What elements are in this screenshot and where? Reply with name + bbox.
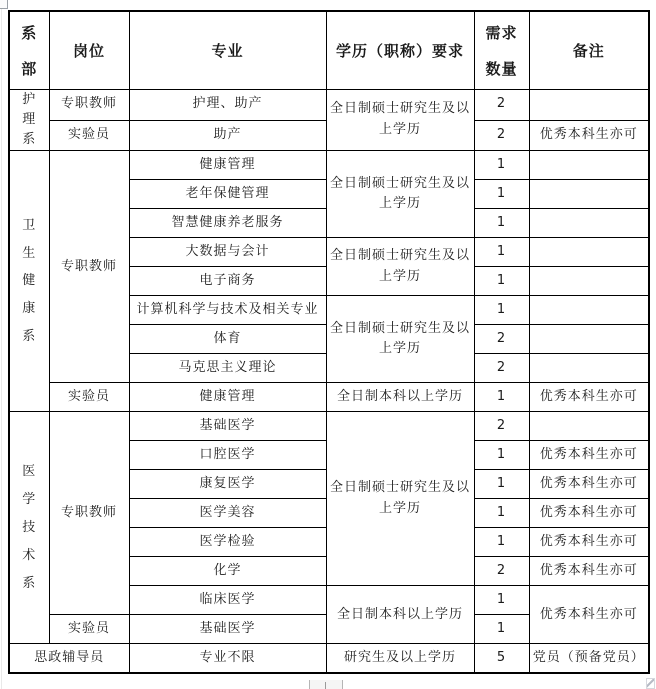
table-continuation-artifact xyxy=(309,680,343,689)
cell-count: 1 xyxy=(474,586,529,615)
cell-count: 2 xyxy=(474,90,529,121)
cell-count: 2 xyxy=(474,354,529,383)
cell-major: 口腔医学 xyxy=(129,441,326,470)
cell-dept: 护理系 xyxy=(9,90,49,151)
cell-note xyxy=(529,209,649,238)
cell-count: 1 xyxy=(474,151,529,180)
cell-count: 1 xyxy=(474,267,529,296)
document-left-edge xyxy=(1,0,2,689)
cell-post: 实验员 xyxy=(49,120,129,151)
cell-count: 2 xyxy=(474,412,529,441)
cell-note: 党员（预备党员） xyxy=(529,644,649,674)
cell-note xyxy=(529,267,649,296)
recruitment-table xyxy=(8,10,650,674)
cell-count: 1 xyxy=(474,209,529,238)
cell-major: 临床医学 xyxy=(129,586,326,615)
cell-note: 优秀本科生亦可 xyxy=(529,557,649,586)
cell-edu: 全日制本科以上学历 xyxy=(326,586,474,644)
cell-note xyxy=(529,90,649,121)
cell-note xyxy=(529,412,649,441)
table-row xyxy=(9,90,649,121)
cell-dept: 医学技术系 xyxy=(9,412,49,644)
cell-edu: 全日制硕士研究生及以上学历 xyxy=(326,412,474,586)
cell-major: 医学美容 xyxy=(129,499,326,528)
table-row xyxy=(9,383,649,412)
header-major xyxy=(129,11,326,90)
cell-post: 实验员 xyxy=(49,615,129,644)
header-note xyxy=(529,11,649,90)
cell-major: 康复医学 xyxy=(129,470,326,499)
cell-edu: 全日制硕士研究生及以上学历 xyxy=(326,238,474,296)
cell-count: 1 xyxy=(474,238,529,267)
cell-note: 优秀本科生亦可 xyxy=(529,383,649,412)
header-edu xyxy=(326,11,474,90)
header-row xyxy=(9,11,649,90)
cell-major: 健康管理 xyxy=(129,151,326,180)
cell-count: 1 xyxy=(474,499,529,528)
cell-note xyxy=(529,151,649,180)
fragment-tick xyxy=(309,680,310,689)
cell-count: 1 xyxy=(474,528,529,557)
cell-dept: 卫生健康系 xyxy=(9,151,49,412)
cell-major: 健康管理 xyxy=(129,383,326,412)
cell-note xyxy=(529,238,649,267)
header-note-label: 备注 xyxy=(572,41,605,60)
header-count xyxy=(474,11,529,90)
cell-major: 老年保健管理 xyxy=(129,180,326,209)
cell-note: 优秀本科生亦可 xyxy=(529,120,649,151)
cell-post: 实验员 xyxy=(49,383,129,412)
cell-count: 1 xyxy=(474,615,529,644)
cell-note xyxy=(529,296,649,325)
cell-edu: 全日制本科以上学历 xyxy=(326,383,474,412)
cell-note xyxy=(529,354,649,383)
cell-count: 1 xyxy=(474,383,529,412)
table-resize-handle-icon[interactable] xyxy=(646,678,655,689)
cell-dept-post: 思政辅导员 xyxy=(9,644,129,674)
cell-major: 计算机科学与技术及相关专业 xyxy=(129,296,326,325)
fragment-tick xyxy=(325,682,326,689)
cell-note: 优秀本科生亦可 xyxy=(529,470,649,499)
cell-major: 基础医学 xyxy=(129,615,326,644)
cell-count: 1 xyxy=(474,296,529,325)
cell-major: 马克思主义理论 xyxy=(129,354,326,383)
cell-post: 专职教师 xyxy=(49,151,129,383)
table-row xyxy=(9,412,649,441)
cell-edu: 全日制硕士研究生及以上学历 xyxy=(326,90,474,151)
header-major-label: 专业 xyxy=(211,41,244,60)
cell-major: 专业不限 xyxy=(129,644,326,674)
table-row xyxy=(9,151,649,180)
table-move-handle-icon[interactable] xyxy=(0,0,8,9)
header-edu-label: 学历（职称）要求 xyxy=(335,41,464,60)
cell-major: 电子商务 xyxy=(129,267,326,296)
cell-note xyxy=(529,325,649,354)
cell-count: 2 xyxy=(474,120,529,151)
cell-note: 优秀本科生亦可 xyxy=(529,499,649,528)
cell-major: 基础医学 xyxy=(129,412,326,441)
header-post-label: 岗位 xyxy=(72,41,105,60)
cell-note: 优秀本科生亦可 xyxy=(529,528,649,557)
header-count-label: 需求数量 xyxy=(485,23,518,78)
cell-count: 2 xyxy=(474,325,529,354)
cell-major: 化学 xyxy=(129,557,326,586)
cell-note xyxy=(529,180,649,209)
header-dept-label: 系部 xyxy=(21,23,38,78)
cell-major: 体育 xyxy=(129,325,326,354)
fragment-tick xyxy=(342,680,343,689)
cell-count: 1 xyxy=(474,441,529,470)
header-dept xyxy=(9,11,49,90)
cell-edu: 研究生及以上学历 xyxy=(326,644,474,674)
cell-edu: 全日制硕士研究生及以上学历 xyxy=(326,151,474,238)
cell-post: 专职教师 xyxy=(49,90,129,121)
cell-major: 大数据与会计 xyxy=(129,238,326,267)
cell-note: 优秀本科生亦可 xyxy=(529,441,649,470)
cell-count: 5 xyxy=(474,644,529,674)
cell-major: 助产 xyxy=(129,120,326,151)
cell-post: 专职教师 xyxy=(49,412,129,615)
cell-major: 护理、助产 xyxy=(129,90,326,121)
cell-note: 优秀本科生亦可 xyxy=(529,586,649,644)
cell-edu: 全日制硕士研究生及以上学历 xyxy=(326,296,474,383)
cell-count: 2 xyxy=(474,557,529,586)
cell-major: 医学检验 xyxy=(129,528,326,557)
cell-count: 1 xyxy=(474,180,529,209)
header-post xyxy=(49,11,129,90)
cell-major: 智慧健康养老服务 xyxy=(129,209,326,238)
table-row xyxy=(9,644,649,674)
cell-count: 1 xyxy=(474,470,529,499)
